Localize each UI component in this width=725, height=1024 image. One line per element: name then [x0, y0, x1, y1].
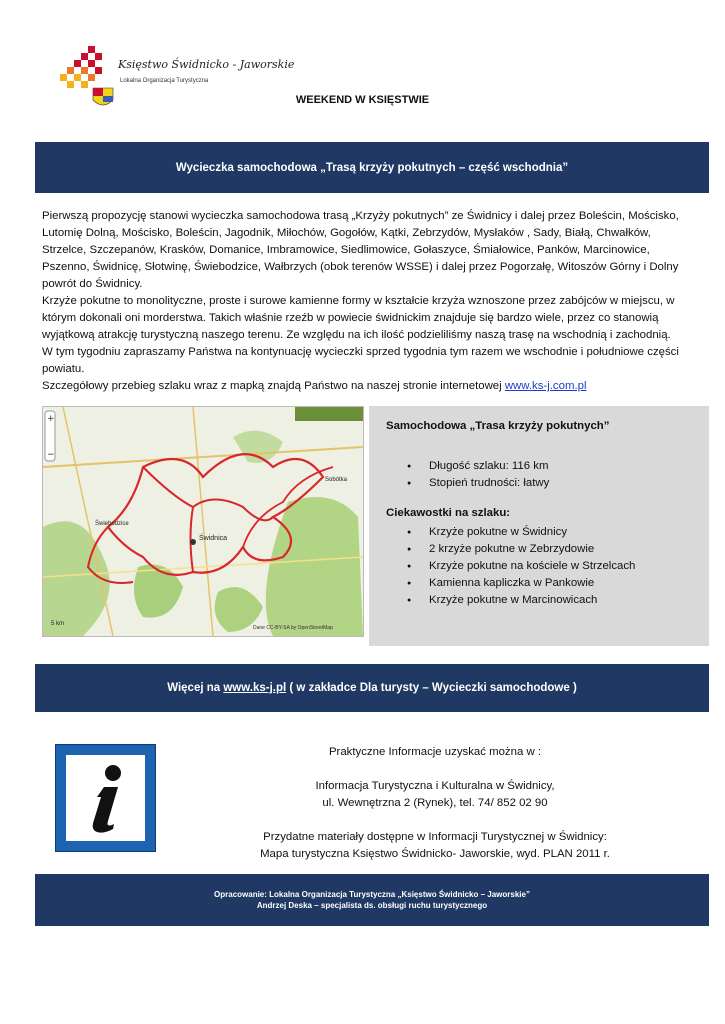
page-heading: WEEKEND W KSIĘSTWIE — [295, 94, 430, 106]
list-item: ● Krzyże pokutne w Marcinowicach — [407, 592, 635, 609]
map-label-town: Świebodzice — [95, 521, 129, 527]
letter-i-icon — [66, 755, 145, 841]
list-item: ● Stopień trudności: łatwy — [407, 475, 549, 492]
footer-band — [35, 874, 709, 926]
list-item: ● 2 krzyże pokutne w Zebrzydowie — [407, 541, 635, 558]
info-line: Informacja Turystyczna i Kulturalna w Świdnicy, — [315, 780, 555, 792]
route-map[interactable] — [42, 406, 364, 637]
practical-info — [240, 744, 630, 863]
information-icon — [55, 744, 156, 852]
map-label-town: Sobótka — [325, 477, 348, 483]
logo-subtitle: Lokalna Organizacja Turystyczna — [120, 78, 209, 84]
title-band: Wycieczka samochodowa „Trasą krzyży pokutnych – część wschodnia” — [35, 142, 709, 193]
more-prefix: Więcej na — [167, 682, 224, 694]
logo-title: Księstwo Świdnicko - Jaworskie — [118, 58, 295, 71]
footer-line: Andrzej Deska – specjalista ds. obsługi ruchu turystycznego — [256, 901, 488, 910]
map-canvas — [43, 407, 363, 636]
list-item: ● Krzyże pokutne na kościele w Strzelcach — [407, 558, 635, 575]
map-scale: 5 km — [51, 621, 65, 627]
website-link[interactable]: www.ks-j.com.pl — [504, 380, 587, 392]
intro-paragraph-website — [42, 378, 682, 395]
website-sentence: Szczegółowy przebieg szlaku wraz z mapką znajdą Państwo na naszej stronie internetowej — [42, 380, 505, 392]
intro-text — [42, 208, 682, 395]
intro-paragraph-route: Pierwszą propozycję stanowi wycieczka samochodowa trasą „Krzyży pokutnych” ze Świdnicy i dalej przez Boleścin, Mościsko, Lutomię Dolną, Mościsko, Boleścin, Jagodnik, Miłochów, Gogołów, Kątki, Zebrzydów, Mysłaków , Sady, Białą, Chwałków, Strzelce, Szczepanów, Krasków, Domanice, Imbramowice, Siedlimowice, Gołaszyce, Śmiałowice, Panków, Marcinowice, Pszenno, Świdnicę, Słotwinę, Świebodzice, Wałbrzych (obok terenów WSSE) i dalej przez Pogorzałę, Witoszów Górny i Dolny powrót do Świdnicy. — [42, 210, 679, 290]
route-facts-list — [407, 458, 549, 492]
map-toolbar[interactable] — [295, 407, 363, 421]
more-suffix: ( w zakładce Dla turysty – Wycieczki samochodowe ) — [286, 682, 577, 694]
zoom-in-icon[interactable]: + — [47, 414, 55, 424]
info-line: Przydatne materiały dostępne w Informacji Turystycznej w Świdnicy: — [263, 831, 607, 843]
info-line: Praktyczne Informacje uzyskać można w : — [328, 746, 542, 758]
list-item: ● Kamienna kapliczka w Pankowie — [407, 575, 635, 592]
more-info-band — [35, 664, 709, 712]
zoom-out-icon[interactable]: − — [47, 450, 55, 460]
info-line: ul. Wewnętrzna 2 (Rynek), tel. 74/ 852 02 90 — [322, 797, 548, 809]
panel-subtitle: Ciekawostki na szlaku: — [386, 507, 511, 519]
sights-list — [407, 524, 635, 609]
map-attribution: Dane CC-BY-SA by OpenStreetMap — [253, 625, 333, 631]
intro-paragraph-crosses: Krzyże pokutne to monolityczne, proste i surowe kamienne formy w kształcie krzyża wznoszone przez zabójców w miejscu, w którym dokonali oni morderstwa. Takich właśnie rzeźb w powiecie świdnickim znajduje się bardzo wiele, przez co stanowią wyjątkową atrakcję turystyczną naszego terenu. Ze względu na ich ilość podzieliliśmy naszą trasę na wschodnią i zachodnią. W tym tygodniu zapraszamy Państwa na kontynuację wycieczki sprzed tygodnia tym razem we wschodnie i południowe części powiatu. — [42, 295, 679, 375]
city-marker — [190, 539, 196, 545]
footer-line: Opracowanie: Lokalna Organizacja Turystyczna „Księstwo Świdnicko – Jaworskie” — [214, 890, 530, 899]
more-link[interactable]: www.ks-j.pl — [223, 682, 287, 694]
map-label-city: Świdnica — [199, 535, 228, 542]
info-line: Mapa turystyczna Księstwo Świdnicko- Jaworskie, wyd. PLAN 2011 r. — [260, 848, 610, 860]
panel-title: Samochodowa „Trasa krzyży pokutnych” — [386, 420, 610, 432]
route-info-panel — [369, 406, 709, 646]
list-item: ● Krzyże pokutne w Świdnicy — [407, 524, 635, 541]
list-item: ● Długość szlaku: 116 km — [407, 458, 549, 475]
